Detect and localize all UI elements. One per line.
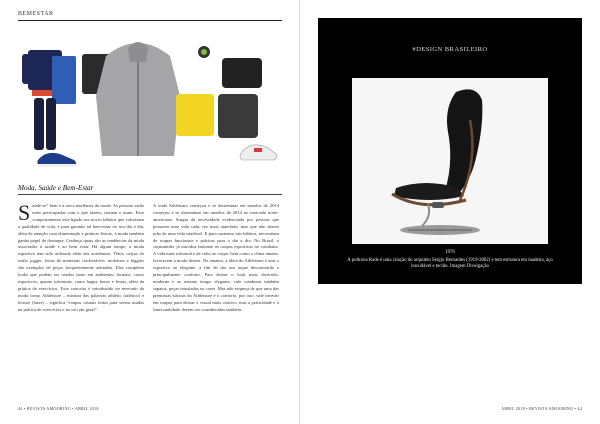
section-label: BEMESTAR [18,11,54,17]
navy-sweater-sleeve [22,54,30,84]
chair-year: 1976 [445,250,455,255]
yellow-sweater [176,94,214,136]
left-footer: 44 • REVISTA AMOORINO • ABRIL 2018 [18,406,99,411]
design-tag: #DESIGN BRASILEIRO [412,46,488,53]
chair-steel-support [422,204,429,226]
gray-trousers [218,94,258,138]
smartwatch-face [201,49,207,55]
right-page [300,0,600,424]
blue-jacket [52,56,76,104]
sneaker-sole [38,164,76,167]
chair-backrest [444,89,482,198]
chair-caption: A poltrona Rade é uma criação do arquiteto Sergio Bernardes (1919-2002) e tem estrutura em madeira, aço inoxidável e tecido. Imagem Divulgação [347,258,553,270]
clothing-illustration [18,28,282,178]
article-column-1-text: aúde-se” bem é a nova tendência da moda. As pessoas estão mais preocupadas com o que fazem, comem e usam. Esse comportamento está ligado aos novos hábitos que valorizam a qualidade de vida, e para garantir tal bem-estar no seu dia a dia, além da atenção com alimentação e práticas físicas, a moda também ganha papel de destaque. Conheça quais são as tendências da moda associadas à saúde e ao bem estar. Há algum tempo, a moda esportiva tem sido utilizada além das academias. Tênis, calças do estilo jogger, feitas de materiais confortáveis, moletons e leggins são exemplos de peças frequentemente adotadas. Elas compõem looks que podem ser usados tanto em ambientes formais, como esportivos, quanto informais, como happy hours e festas, além da prática de exercícios. Esse conceito é introduzido no mercado da moda como Athleisure – mistura das palavras athletic (atlético) e leisure (lazer) – significa “roupas casuais feitas para serem usadas na prática de exercícios e no uso em geral”. [18,203,144,312]
jogger-right-leg [46,98,56,150]
hoodie-zipper [137,62,139,156]
article-column-2-text: A onda Athleisure começou e se disseminar em meados de 2014 começou a se disseminar em meados de 2014 no mercado norte-americano. Surgiu da necessidade evidenciada por pessoas que possuem uma vida cada vez mais atarefada, mas que não abrem mão de uma vida saudável. E para sustentar tais hábitos, necessitam de roupas funcionais e práticas para o dia a dia. No Brasil, o consumidor já introduz bastante as roupas esportivas no cotidiano. A vida mais informal e de culto ao corpo, bem como o clima ameno, favorecem a moda fitness. No entanto, a ideia do Athleisure é unir o esportivo ao elegante, a fim de dar um toque descontraído e principalmente conforto. Para deixar o look mais divertido, moderno e ao mesmo tempo elegante, vale combinar também sapatos, peças inusitadas ou cores. Mas não esqueça de que uma das premissas básicas do Athleisure é o conforto, por isso, vale investir em roupas para deixar o visual mais criativo, mas a praticidade e a funcionalidade devem ser consideradas também. [153,203,279,312]
title-rule [18,194,282,195]
article-column-2 [153,203,279,314]
design-feature-panel [318,18,582,284]
sneaker-accent [254,148,262,152]
chair-photo [352,78,548,244]
article-title: Moda, Saúde e Bem-Estar [18,184,94,192]
black-shorts [222,58,262,88]
hoodie-hood [128,42,148,62]
right-footer: ABRIL 2018 • REVISTA AMOORINO • 44 [501,406,582,411]
athleisure-clothing-photo [18,28,282,178]
drop-cap: S [18,200,31,225]
article-column-1 [18,200,144,314]
header-rule [18,20,282,21]
chair-joint [432,202,444,208]
chair-illustration [352,78,548,244]
sneaker-right [240,145,277,160]
jogger-left-leg [34,98,44,150]
